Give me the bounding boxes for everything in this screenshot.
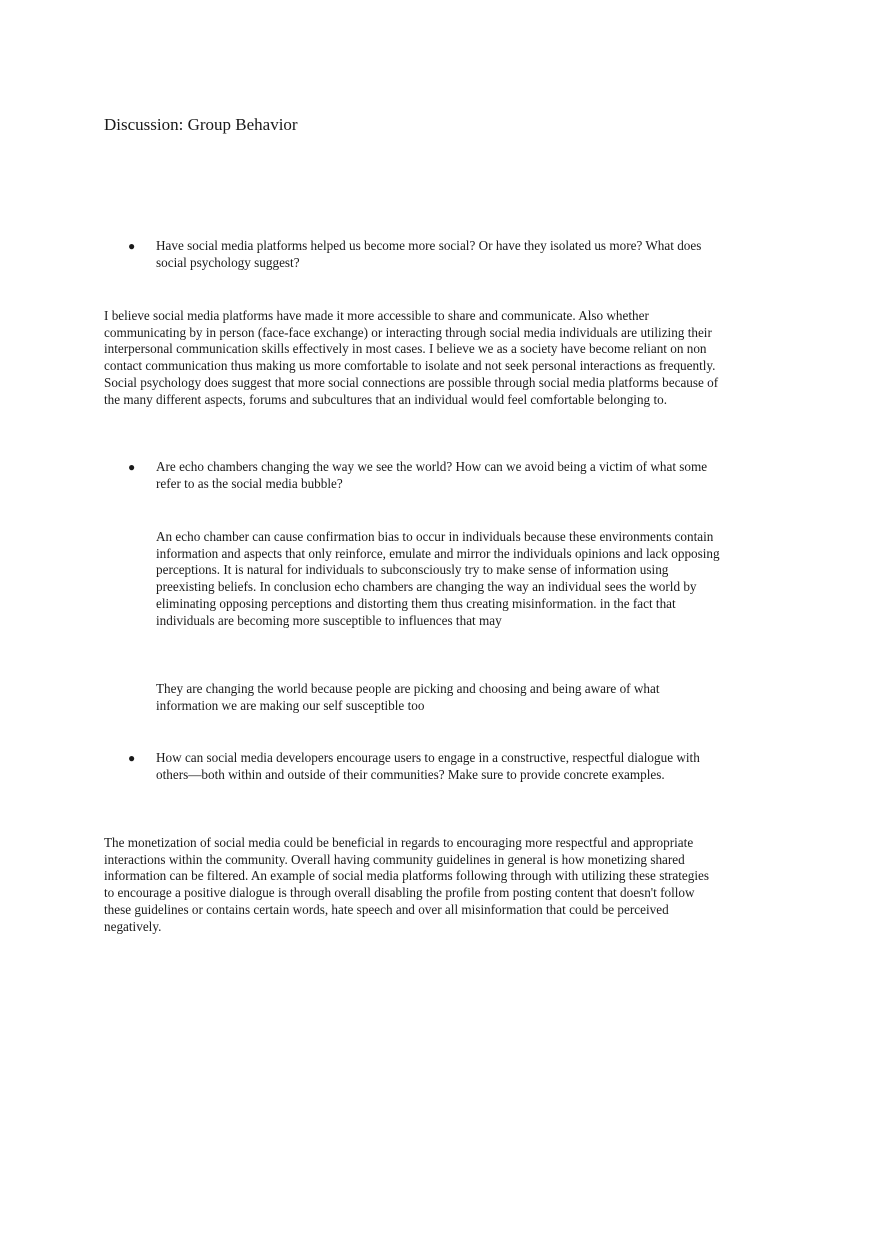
bullet-icon: ● <box>128 460 136 474</box>
document-title: Discussion: Group Behavior <box>104 115 298 134</box>
answer-2-extra: They are changing the world because people are picking and choosing and being aware of what information we are making our self susceptible too <box>156 681 660 713</box>
question-3-text: How can social media developers encourage users to engage in a constructive, respectful dialogue with others—both within and outside of their communities? Make sure to provide concrete examples. <box>156 750 700 782</box>
question-2-text: Are echo chambers changing the way we see the world? How can we avoid being a victim of what some refer to as the social media bubble? <box>156 459 708 491</box>
answer-2: An echo chamber can cause confirmation bias to occur in individuals because these environments contain information and aspects that only reinforce, emulate and mirror the individuals opinions and lack opposing perceptions. It is natural for individuals to subconsciously try to make sense of information using preexisting beliefs. In conclusion echo chambers are changing the way an individual sees the world by eliminating opposing perceptions and distorting them thus creating misinformation. in the fact that individuals are becoming more susceptible to influences that may <box>156 529 720 628</box>
question-1-text: Have social media platforms helped us become more social? Or have they isolated us more? What does social psychology suggest? <box>156 238 702 270</box>
bullet-icon: ● <box>128 751 136 765</box>
answer-1: I believe social media platforms have made it more accessible to share and communicate. Also whether communicating by in person (face-face exchange) or interacting through social media individuals are utilizing their interpersonal communication skills effectively in most cases. I believe we as a society have become reliant on non contact communication thus making us more comfortable to isolate and not seek personal interactions as frequently. Social psychology does suggest that more social connections are possible through social media platforms because of the many different aspects, forums and subcultures that an individual would feel comfortable belonging to. <box>104 308 719 407</box>
bullet-icon: ● <box>128 239 136 253</box>
answer-3: The monetization of social media could be beneficial in regards to encouraging more respectful and appropriate interactions within the community. Overall having community guidelines in general is how monetizing shared information can be filtered. An example of social media platforms following through with utilizing these strategies to encourage a positive dialogue is through overall disabling the profile from posting content that doesn't follow these guidelines or contains certain words, hate speech and over all misinformation that could be perceived negatively. <box>104 835 710 934</box>
